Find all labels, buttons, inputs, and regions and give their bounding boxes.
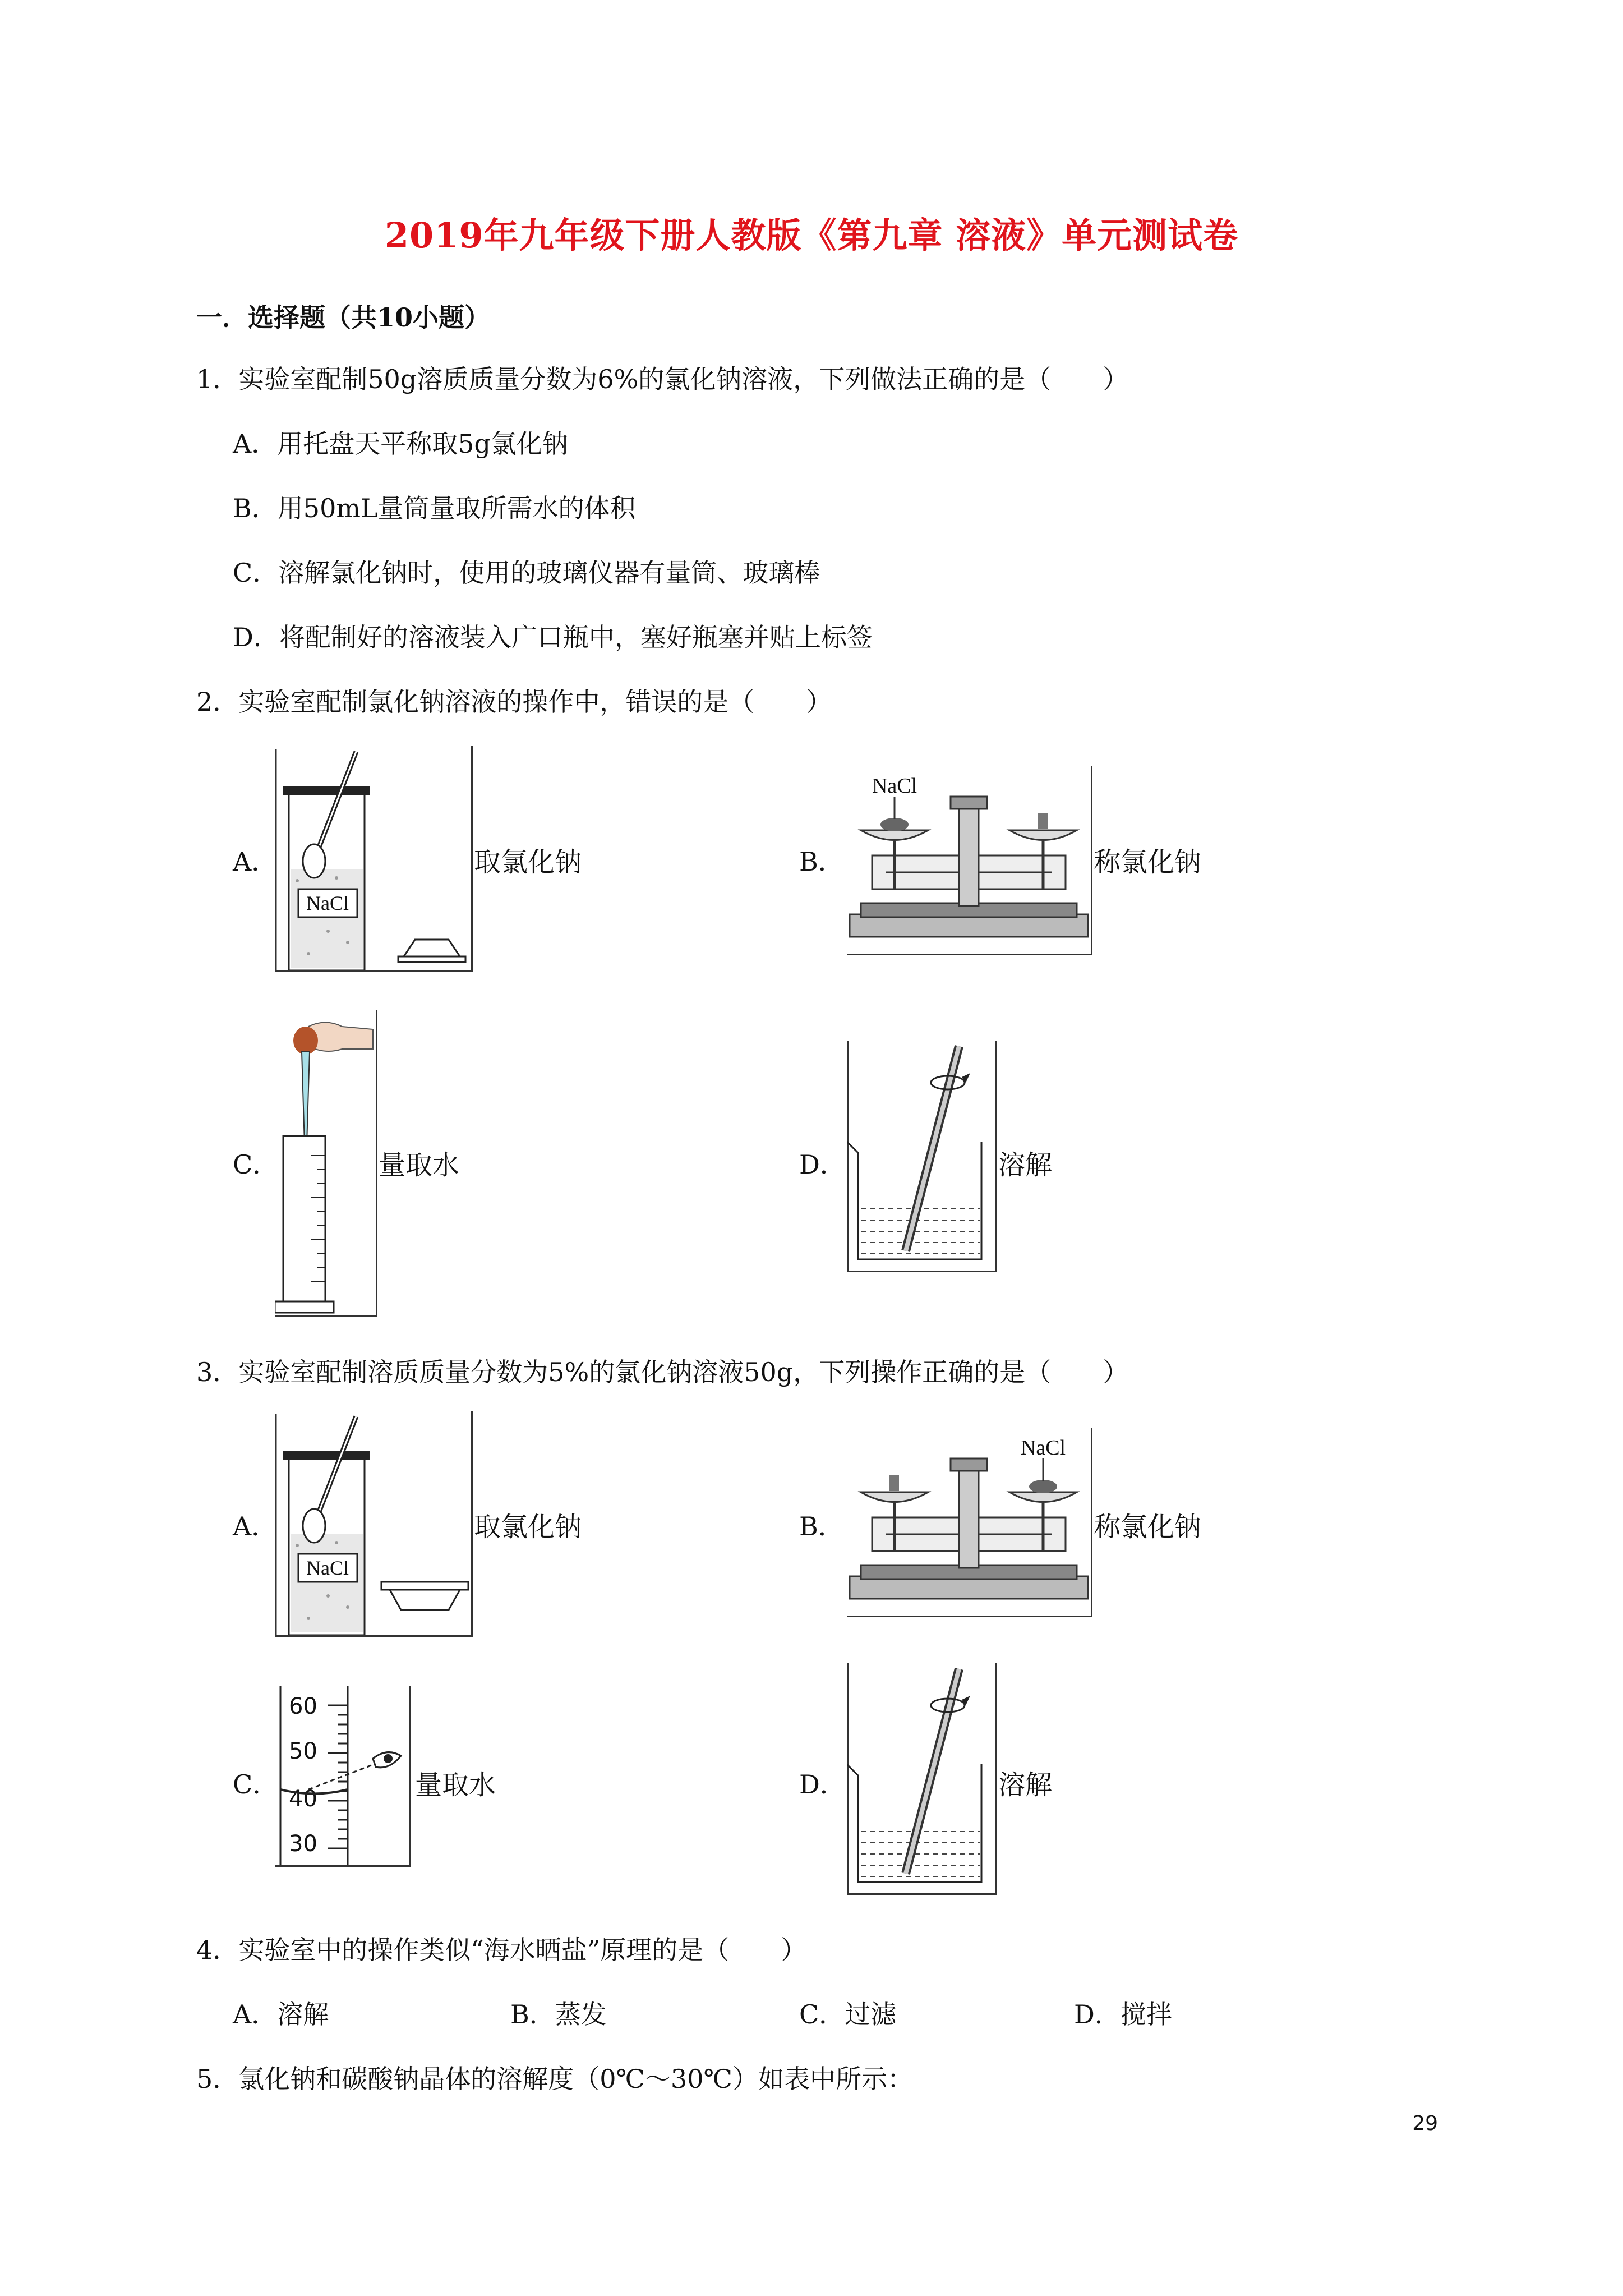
q3-caption-c: 量取水 xyxy=(415,1769,496,1801)
q2-caption-b: 称氯化钠 xyxy=(1094,846,1202,878)
q2-figure-measure-water xyxy=(275,1010,377,1317)
question-1-stem: 1．实验室配制50g溶质质量分数为6%的氯化钠溶液，下列做法正确的是（ ） xyxy=(196,364,1129,394)
q2-jar-label: NaCl xyxy=(306,892,349,914)
q3-caption-a: 取氯化钠 xyxy=(474,1511,582,1543)
question-4-stem: 4．实验室中的操作类似“海水晒盐”原理的是（ ） xyxy=(196,1935,807,1965)
q3-tick-40: 40 xyxy=(289,1786,317,1812)
q2-caption-c: 量取水 xyxy=(379,1149,460,1181)
q1-option-a: A．用托盘天平称取5g氯化钠 xyxy=(233,429,568,459)
q2-caption-a: 取氯化钠 xyxy=(474,846,582,878)
q3-tick-60: 60 xyxy=(289,1694,317,1719)
q2-figure-dissolve xyxy=(847,1041,997,1272)
q3-figure-measure-water xyxy=(275,1686,411,1867)
q2-figure-take-salt xyxy=(275,746,473,972)
q3-figure-take-salt xyxy=(275,1411,473,1637)
q4-option-d: D．搅拌 xyxy=(1074,1999,1172,2030)
q2-letter-a: A． xyxy=(233,846,278,877)
section-heading: 一．选择题（共10小题） xyxy=(196,302,491,333)
q3-figure-weigh-salt xyxy=(847,1428,1092,1617)
q1-option-d: D．将配制好的溶液装入广口瓶中，塞好瓶塞并贴上标签 xyxy=(233,622,873,652)
q2-letter-b: B． xyxy=(799,846,844,877)
q1-option-c: C．溶解氯化钠时，使用的玻璃仪器有量筒、玻璃棒 xyxy=(233,558,820,588)
q4-option-a: A．溶解 xyxy=(233,1999,329,2030)
q2-letter-c: C． xyxy=(233,1149,279,1180)
q3-letter-b: B． xyxy=(799,1511,844,1542)
question-3-stem: 3．实验室配制溶质质量分数为5%的氯化钠溶液50g，下列操作正确的是（ ） xyxy=(196,1357,1129,1387)
q3-tick-50: 50 xyxy=(289,1738,317,1764)
q2-caption-d: 溶解 xyxy=(998,1149,1053,1181)
q3-jar-label: NaCl xyxy=(306,1557,349,1579)
q4-option-c: C．过滤 xyxy=(799,1999,897,2030)
q3-letter-d: D． xyxy=(799,1769,846,1800)
q2-letter-d: D． xyxy=(799,1149,846,1180)
question-5-stem: 5．氯化钠和碳酸钠晶体的溶解度（0℃～30℃）如表中所示： xyxy=(196,2064,913,2094)
q2-balance-label: NaCl xyxy=(872,774,917,798)
page-title: 2019年九年级下册人教版《第九章 溶液》单元测试卷 xyxy=(384,215,1239,256)
q3-caption-b: 称氯化钠 xyxy=(1094,1511,1202,1543)
q3-letter-c: C． xyxy=(233,1769,279,1800)
q3-figure-dissolve xyxy=(847,1663,997,1895)
q3-letter-a: A． xyxy=(233,1511,278,1542)
q3-caption-d: 溶解 xyxy=(998,1769,1053,1801)
q1-option-b: B．用50mL量筒量取所需水的体积 xyxy=(233,493,636,523)
question-2-stem: 2．实验室配制氯化钠溶液的操作中，错误的是（ ） xyxy=(196,687,832,717)
q3-balance-label: NaCl xyxy=(1020,1436,1066,1460)
page-number: 29 xyxy=(1412,2112,1438,2135)
q3-tick-30: 30 xyxy=(289,1831,317,1857)
q4-option-b: B．蒸发 xyxy=(510,1999,607,2030)
q2-figure-weigh-salt xyxy=(847,766,1092,955)
